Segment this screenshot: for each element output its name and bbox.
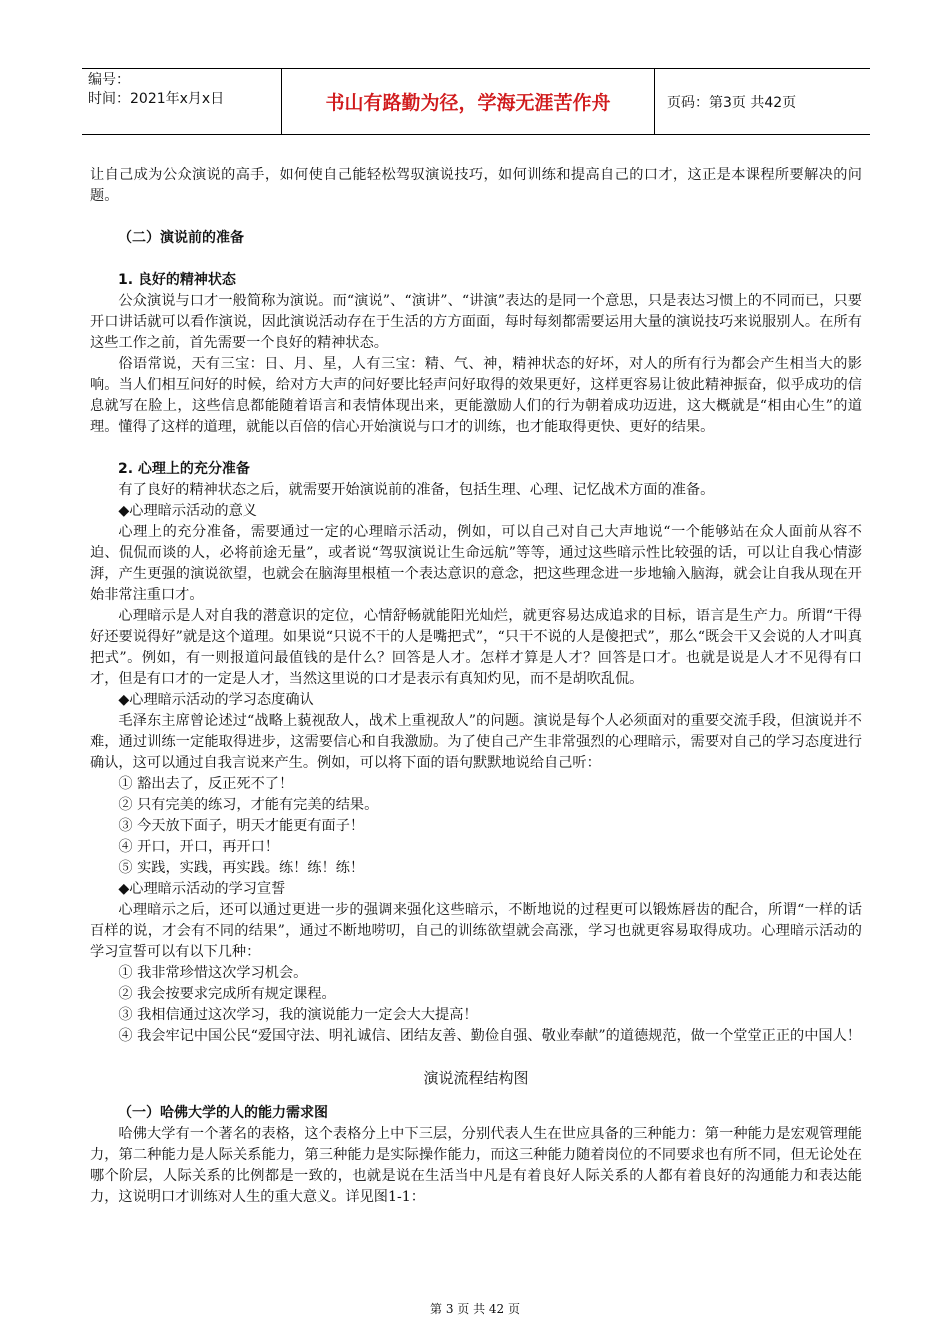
- bullet-heading: ◆心理暗示活动的学习态度确认: [118, 692, 314, 708]
- paragraph: 俗语常说，天有三宝：日、月、星，人有三宝：精、气、神，精神状态的好坏，对人的所有行为都会产生相当大的影响。当人们相互问好的时候，给对方大声的问好要比轻声问好取得的效果更好，这样更容易让彼此精神振奋，似乎成功的信息就写在脸上，这些信息都能随着语言和表情体现出来，更能激励人们的行为朝着成功迈进，这大概就是“相由心生”的道理。懂得了这样的道理，就能以百倍的信心开始演说与口才的训练，也才能取得更快、更好的结果。: [90, 356, 862, 435]
- page-header: [82, 68, 870, 135]
- document-body: [90, 165, 862, 1208]
- list-item: ④ 开口，开口，再开口！: [118, 839, 279, 855]
- paragraph: 哈佛大学有一个著名的表格，这个表格分上中下三层，分别代表人生在世应具备的三种能力：第一种能力是宏观管理能力，第二种能力是人际关系能力，第三种能力是实际操作能力，而这三种能力随着岗位的不同要求也有所不同，但无论处在哪个阶层，人际关系的比例都是一致的，也就是说在生活当中凡是有着良好人际关系的人都有着良好的沟通能力和表达能力，这说明口才训练对人生的重大意义。详见图1-1：: [90, 1126, 862, 1205]
- paragraph: 毛泽东主席曾论述过“战略上藐视敌人，战术上重视敌人”的问题。演说是每个人必须面对的重要交流手段，但演说并不难，通过训练一定能取得进步，这需要信心和自我激励。为了使自己产生非常强烈的心理暗示，需要对自己的学习态度进行确认，这可以通过自我言说来产生。例如，可以将下面的语句默默地说给自己听：: [90, 713, 862, 771]
- intro-paragraph: 让自己成为公众演说的高手，如何使自己能轻松驾驭演说技巧，如何训练和提高自己的口才，这正是本课程所要解决的问题。: [90, 167, 862, 204]
- center-title: 演说流程结构图: [423, 1069, 529, 1087]
- list-item: ② 只有完美的练习，才能有完美的结果。: [118, 797, 379, 813]
- header-motto: 书山有路勤为径，学海无涯苦作舟: [282, 69, 655, 134]
- subsection-heading: 1. 良好的精神状态: [118, 272, 236, 288]
- paragraph: 有了良好的精神状态之后，就需要开始演说前的准备，包括生理、心理、记忆战术方面的准备。: [118, 482, 715, 498]
- section-heading: （一）哈佛大学的人的能力需求图: [118, 1105, 328, 1121]
- list-item: ③ 我相信通过这次学习，我的演说能力一定会大大提高！: [118, 1007, 478, 1023]
- paragraph: 心理暗示是人对自我的潜意识的定位，心情舒畅就能阳光灿烂，就更容易达成追求的目标，语言是生产力。所谓“干得好还要说得好”就是这个道理。如果说“只说不干的人是嘴把式”，“只干不说的人是傻把式”，那么“既会干又会说的人才叫真把式”。例如，有一则报道问最值钱的是什么？回答是人才。怎样才算是人才？回答是口才。也就是说是人才不见得有口才，但是有口才的一定是人才，当然这里说的口才是表示有真知灼见，而不是胡吹乱侃。: [90, 608, 862, 687]
- paragraph: 公众演说与口才一般简称为演说。而“演说”、“演讲”、“讲演”表达的是同一个意思，只是表达习惯上的不同而已，只要开口讲话就可以看作演说，因此演说活动存在于生活的方方面面，每时每刻都需要运用大量的演说技巧来说服别人。在所有这些工作之前，首先需要一个良好的精神状态。: [90, 293, 862, 351]
- section-heading: （二）演说前的准备: [118, 230, 244, 246]
- code-label: 编号：: [88, 72, 130, 88]
- list-item: ① 我非常珍惜这次学习机会。: [118, 965, 308, 981]
- paragraph: 心理暗示之后，还可以通过更进一步的强调来强化这些暗示，不断地说的过程更可以锻炼唇齿的配合，所谓“一样的话百样的说，才会有不同的结果”，通过不断地唠叨，自己的训练欲望就会高涨，学习也就更容易取得成功。心理暗示活动的学习宣誓可以有以下几种：: [90, 902, 862, 960]
- list-item: ④ 我会牢记中国公民“爱国守法、明礼诚信、团结友善、勤俭自强、敬业奉献”的道德规范，做一个堂堂正正的中国人！: [118, 1028, 861, 1044]
- time-label: 时间：2021年x月x日: [88, 91, 225, 107]
- bullet-heading: ◆心理暗示活动的学习宣誓: [118, 881, 286, 897]
- page-footer: 第 3 页 共 42 页: [430, 1302, 520, 1316]
- paragraph: 心理上的充分准备，需要通过一定的心理暗示活动，例如，可以自己对自己大声地说“一个能够站在众人面前从容不迫、侃侃而谈的人，必将前途无量”，或者说“驾驭演说让生命远航”等等，通过这些暗示性比较强的话，可以让自我心情澎湃，产生更强的演说欲望，也就会在脑海里根植一个表达意识的意念，把这些理念进一步地输入脑海，就会让自我从现在开始非常注重口才。: [90, 524, 862, 603]
- bullet-heading: ◆心理暗示活动的意义: [118, 503, 257, 519]
- header-meta: [82, 69, 282, 134]
- header-page-info: 页码：第3页 共42页: [667, 94, 797, 111]
- list-item: ② 我会按要求完成所有规定课程。: [118, 986, 336, 1002]
- list-item: ① 豁出去了，反正死不了！: [118, 776, 294, 792]
- subsection-heading: 2. 心理上的充分准备: [118, 461, 250, 477]
- list-item: ③ 今天放下面子，明天才能更有面子！: [118, 818, 365, 834]
- list-item: ⑤ 实践，实践，再实践。练！练！练！: [118, 860, 365, 876]
